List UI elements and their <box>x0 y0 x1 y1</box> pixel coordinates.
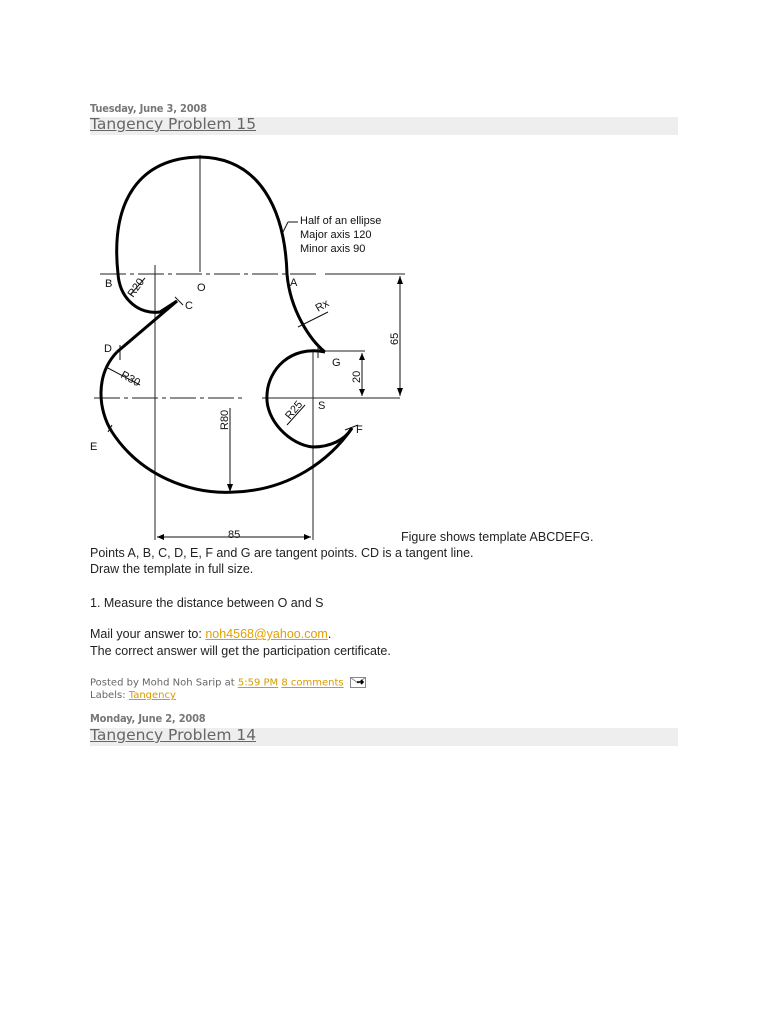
labels-prefix: Labels: <box>90 690 129 701</box>
svg-text:D: D <box>104 343 112 355</box>
email-link[interactable]: noh4568@yahoo.com <box>205 627 328 641</box>
post-title-link[interactable]: Tangency Problem 15 <box>90 115 257 133</box>
svg-text:F: F <box>356 424 363 436</box>
body-line-2: Draw the template in full size. <box>90 562 254 576</box>
label-o: O <box>197 282 206 294</box>
mail-suffix: . <box>327 627 332 641</box>
mail-line <box>90 627 331 641</box>
svg-text:Half of an ellipse: Half of an ellipse <box>300 215 382 227</box>
mail-prefix: Mail your answer to: <box>90 627 206 641</box>
post-title-bar <box>90 117 678 135</box>
post-title-link[interactable]: Tangency Problem 14 <box>90 726 257 744</box>
labels-line <box>90 690 176 701</box>
certificate-text: The correct answer will get the participation certificate. <box>90 644 391 658</box>
post-date: Tuesday, June 3, 2008 <box>90 102 207 115</box>
figure-caption: Figure shows template ABCDEFG. <box>401 530 594 544</box>
svg-text:R25: R25 <box>283 398 306 422</box>
svg-text:R30: R30 <box>118 369 143 390</box>
svg-text:R20: R20 <box>125 276 148 300</box>
body-line-1: Points A, B, C, D, E, F and G are tangent points. CD is a tangent line. <box>90 546 474 560</box>
post-time-link[interactable]: 5:59 PM <box>237 677 279 689</box>
post-title-bar <box>90 728 678 746</box>
tangency-figure <box>85 150 415 550</box>
svg-text:85: 85 <box>228 529 241 541</box>
label-link-tangency[interactable]: Tangency <box>128 690 176 701</box>
post-date: Monday, June 2, 2008 <box>90 712 206 725</box>
post-footer <box>90 677 366 689</box>
svg-text:20: 20 <box>351 370 363 383</box>
body-question: 1. Measure the distance between O and S <box>90 596 324 610</box>
svg-text:65: 65 <box>389 332 401 345</box>
email-post-icon[interactable] <box>350 677 366 688</box>
svg-text:A: A <box>290 277 298 289</box>
svg-text:C: C <box>185 300 193 312</box>
label-b: B <box>105 278 113 290</box>
svg-text:R80: R80 <box>219 409 231 430</box>
svg-text:Minor axis 90: Minor axis 90 <box>300 243 366 255</box>
svg-text:Major axis 120: Major axis 120 <box>300 229 372 241</box>
svg-text:E: E <box>90 441 98 453</box>
posted-by: Posted by Mohd Noh Sarip at <box>90 677 238 689</box>
svg-text:S: S <box>318 400 326 412</box>
svg-text:G: G <box>332 357 341 369</box>
svg-text:Rx: Rx <box>313 297 332 315</box>
comments-link[interactable]: 8 comments <box>281 677 344 689</box>
